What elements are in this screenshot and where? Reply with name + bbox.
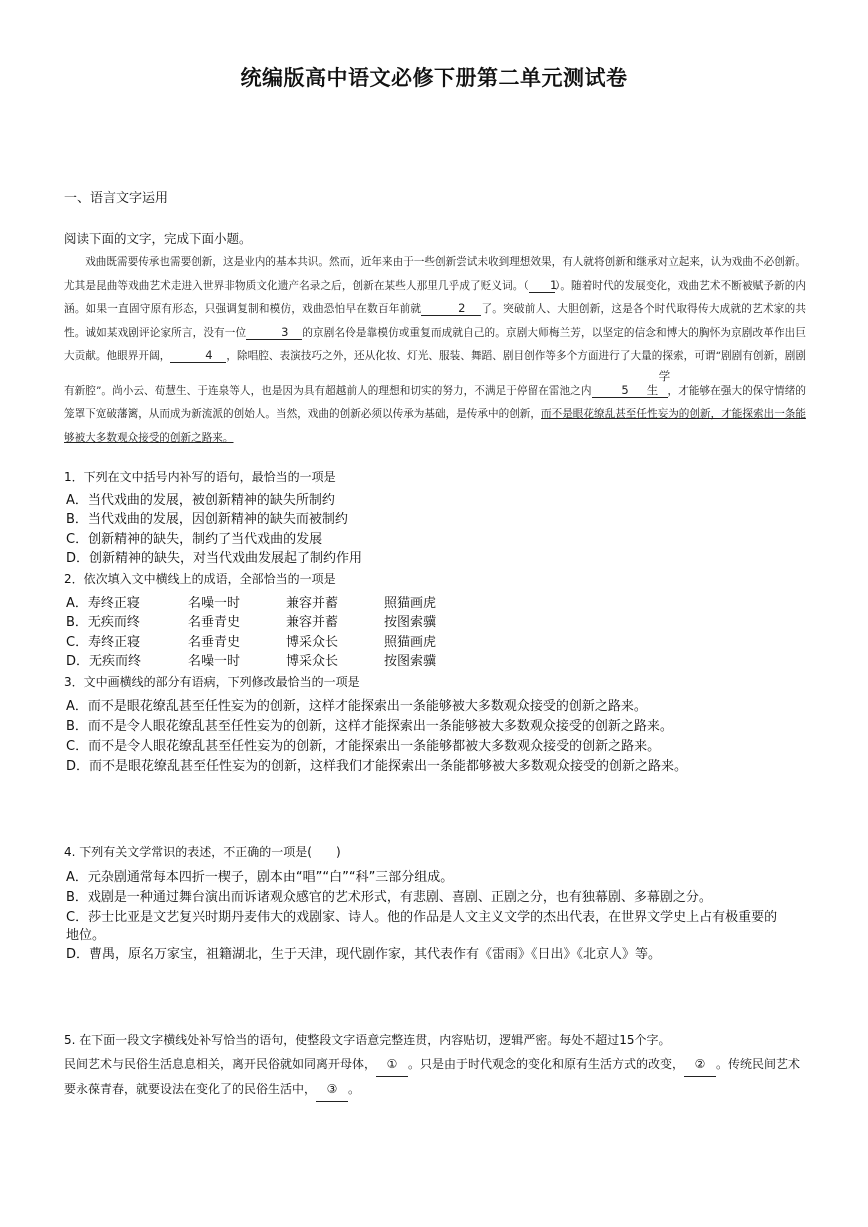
question-2-option-d [66,650,482,669]
passage-text: 了。突破前人、大胆创新，这是各个时代取得传大成就的艺术家的共性。诚如某戏剧评论家所言，没有一位 [64,303,807,339]
blank-1: 1 [529,278,555,293]
blank-5: 5 [592,383,638,398]
passage-text: 。传统民间艺术要永葆青春，就要设法在变化了的民俗生活中， [64,1057,801,1096]
question-1-option-a: A．当代戏曲的发展，被创新精神的缺失所制约 [66,493,335,508]
page-title: 统编版高中语文必修下册第二单元测试卷 [240,66,628,90]
question-1-option-d: D．创新精神的缺失，对当代戏曲发展起了制约作用 [66,551,363,566]
underlined-sentence: 而不是眼花缭乱甚至任性妄为的创新，才能探索出一条能够被大多数观众接受的创新之路来。 [64,408,806,444]
reading-instruction: 阅读下面的文字，完成下面小题。 [64,231,252,246]
option-choice: D．无疾而终 [66,654,142,669]
option-choice: 按图索骥 [384,654,437,669]
answer-blank-3: ③ [316,1077,348,1102]
passage-text: 的京剧名伶是靠模仿或重复而成就自己的。京剧大师梅兰芳，以坚定的信念和博大的胸怀为京剧改革作出巨大贡献。他眼界开阔， [64,326,806,362]
blank-5-mark: 学生 [638,369,668,398]
option-choice: 兼容并蓄 [286,615,339,630]
reading-passage [64,251,806,450]
passage-text: ）。随着时代的发展变化，戏曲艺术不断被赋予新的内涵。如果一直固守原有形态，只强调复制和模仿，戏曲恐怕早在数百年前就 [64,279,807,315]
question-4-option-b: B．戏剧是一种通过舞台演出而诉诸观众感官的艺术形式，有悲剧、喜剧、正剧之分，也有独幕剧、多幕剧之分。 [66,890,712,905]
question-4-stem: 4. 下列有关文学常识的表述，不正确的一项是( ) [64,845,341,859]
question-3-option-a: A．而不是眼花缭乱甚至任性妄为的创新，这样才能探索出一条能够被大多数观众接受的创新之路来。 [66,699,647,714]
passage-text: 。 [348,1082,361,1096]
option-choice: 照猫画虎 [384,596,437,611]
passage-text: 戏曲既需要传承也需要创新，这是业内的基本共识。然而，近年来由于一些创新尝试未收到理想效果，有人就将创新和继承对立起来，认为戏曲不必创新。尤其是昆曲等戏曲艺术走进入世界非物质文化遗产名录之后，创新在某些人那里几乎成了贬义词。（ [64,256,806,292]
option-choice: 博采众长 [286,654,339,669]
blank-2: 2 [421,301,481,316]
question-4-option-a: A．元杂剧通常每本四折一楔子，剧本由“唱”“白”“科”三部分组成。 [66,870,454,885]
passage-paragraph [64,251,806,450]
option-choice: 照猫画虎 [384,635,437,650]
answer-blank-1: ① [376,1052,408,1077]
question-1-option-c: C．创新精神的缺失，制约了当代戏曲的发展 [66,532,323,547]
passage-text: ，除唱腔、表演技巧之外，还从化妆、灯光、服装、舞蹈、剧目创作等多个方面进行了大量的探索，可谓“剧剧有创新，剧剧有新腔”。尚小云、荀慧生、于连泉等人，也是因为具有超越前人的理想和切实的努力，不满足于停留在雷池之内 [64,350,806,397]
question-4-option-c: C．莎士比亚是文艺复兴时期丹麦伟大的戏剧家、诗人。他的作品是人文主义文学的杰出代表，在世界文学史上占有极重要的 [66,910,778,925]
section-heading: 一、语言文字运用 [64,191,169,206]
option-choice: A．寿终正寝 [66,596,140,611]
option-choice: 名垂青史 [188,635,241,650]
passage-text: 。只是由于时代观念的变化和原有生活方式的改变， [408,1057,685,1071]
question-3-option-b: B．而不是令人眼花缭乱甚至任性妄为的创新，这样才能探索出一条能够被大多数观众接受的创新之路来。 [66,719,673,734]
question-3-stem: 3．文中画横线的部分有语病，下列修改最恰当的一项是 [64,675,360,689]
option-choice: 博采众长 [286,635,339,650]
question-3-option-c: C．而不是令人眼花缭乱甚至任性妄为的创新，才能探索出一条能够都被大多数观众接受的创新之路来。 [66,739,661,754]
option-choice: C．寿终正寝 [66,635,141,650]
option-choice: B．无疾而终 [66,615,140,630]
blank-3: 3 [246,325,302,340]
question-2-option-a [66,592,482,611]
option-choice: 名噪一时 [188,654,241,669]
blank-4: 4 [170,348,226,363]
answer-blank-2: ② [684,1052,716,1077]
passage-text: ，才能够在强大的保守情绪的笼罩下宽破藩篱，从而成为新流派的创始人。当然，戏曲的创新必须以传承为基础，是传承中的创新， [64,384,806,420]
question-2-option-c [66,631,482,650]
option-choice: 按图索骥 [384,615,437,630]
question-3-option-d: D．而不是眼花缭乱甚至任性妄为的创新，这样我们才能探索出一条能都够被大多数观众接受的创新之路来。 [66,759,688,774]
passage-text: 民间艺术与民俗生活息息相关，离开民俗就如同离开母体， [64,1057,377,1071]
question-1-option-b: B．当代戏曲的发展，因创新精神的缺失而被制约 [66,512,348,527]
question-2-stem: 2．依次填入文中横线上的成语，全部恰当的一项是 [64,572,336,586]
question-5-stem: 5. 在下面一段文字横线处补写恰当的语句，使整段文字语意完整连贯，内容贴切，逻辑严密。每处不超过15个字。 [64,1033,671,1047]
option-choice: 名垂青史 [188,615,241,630]
option-choice: 兼容并蓄 [286,596,339,611]
question-1-stem: 1．下列在文中括号内补写的语句，最恰当的一项是 [64,470,336,484]
question-2-option-b [66,611,482,630]
question-4-option-d: D．曹禺，原名万家宝，祖籍湖北，生于天津，现代剧作家，其代表作有《雷雨》《日出》《北京人》等。 [66,947,662,962]
question-4-option-c-cont: 地位。 [66,928,106,943]
question-5-passage [64,1052,806,1102]
option-choice: 名噪一时 [188,596,241,611]
